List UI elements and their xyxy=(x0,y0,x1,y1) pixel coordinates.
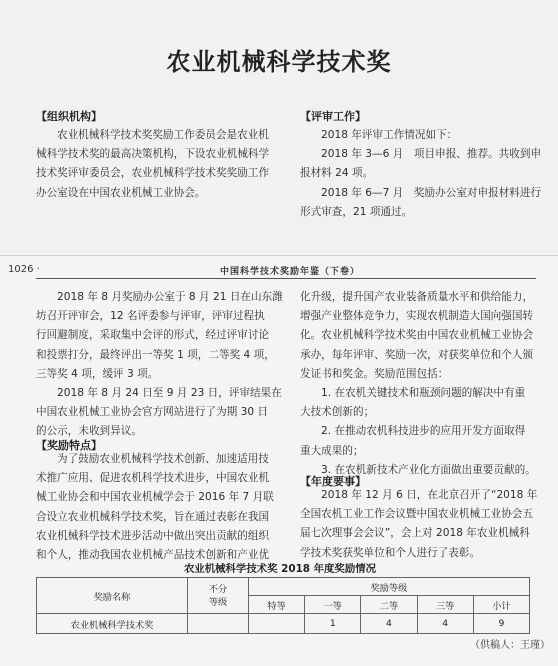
review-cont-line: 行回避制度，采取集中会评的形式，经过评审讨论 xyxy=(36,329,270,342)
review-cont-line: 的公示，未收到异议。 xyxy=(36,425,142,438)
sub-header: 小计 xyxy=(473,596,529,614)
row-special xyxy=(249,614,305,634)
review-heading: 【评审工作】 xyxy=(300,110,366,123)
col-no-grade-line: 不分 xyxy=(208,583,228,595)
row-second: 4 xyxy=(361,614,417,634)
features-line: 和个人，推动我国农业机械产品技术创新和产业优 xyxy=(36,549,270,562)
scope-item-2: 2. 在推动农机科技进步的应用开发方面取得 xyxy=(321,425,526,438)
sub-header: 一等 xyxy=(305,596,361,614)
org-line: 农业机械科学技术奖奖励工作委员会是农业机 xyxy=(57,129,269,141)
events-line: 2018 年 12 月 6 日，在北京召开了“2018 年 xyxy=(321,489,538,501)
features-body xyxy=(36,450,286,565)
sub-header: 二等 xyxy=(361,596,417,614)
col-award-name: 奖励名称 xyxy=(37,578,188,614)
sub-header: 特等 xyxy=(249,596,305,614)
row-no-grade xyxy=(188,614,249,634)
events-line: 届七次理事会会议”，会上对 2018 年农业机械科 xyxy=(300,527,530,540)
sub-header: 三等 xyxy=(417,596,473,614)
review-body xyxy=(300,126,550,222)
scope-item-3: 3. 在农机新技术产业化方面做出重要贡献的。 xyxy=(321,463,536,476)
events-line: 全国农机工业工作会议暨中国农业机械工业协会五 xyxy=(300,508,534,521)
review-cont-line: 坊召开评审会，12 名评委参与评审，评审过程执 xyxy=(36,310,265,323)
review-item1-line: 报材料 24 项。 xyxy=(300,167,374,180)
organization-heading: 【组织机构】 xyxy=(36,110,102,123)
scope-item-2: 重大成果的； xyxy=(300,444,364,457)
org-line: 械科学技术奖的最高决策机构，下设农业机械科学 xyxy=(36,148,270,161)
table-row xyxy=(37,614,530,634)
review-intro: 2018 年评审工作情况如下： xyxy=(321,129,458,141)
review-continued xyxy=(36,288,286,442)
review-cont-line: 三等奖 4 项，缓评 3 项。 xyxy=(36,367,159,380)
header-rule xyxy=(36,278,536,279)
review-cont-line: 2018 年 8 月 24 日至 9 月 23 日，评审结果在 xyxy=(57,387,282,400)
page-number: 1026 · xyxy=(8,264,40,275)
col-no-grade xyxy=(188,578,249,614)
row-award-name: 农业机械科学技术奖 xyxy=(37,614,188,634)
review-item1-line: 2018 年 3—6 月 项目申报、推荐。共收到申 xyxy=(321,148,542,161)
award-table xyxy=(36,577,530,634)
right-line: 增强产业整体竞争力，实现农机制造大国向强国转 xyxy=(300,310,534,323)
org-line: 办公室设在中国农业机械工业协会。 xyxy=(36,186,206,199)
review-item2-line: 2018 年 6—7 月 奖励办公室对申报材料进行 xyxy=(321,186,542,199)
review-cont-line: 和投票打分，最终评出一等奖 1 项，二等奖 4 项， xyxy=(36,348,275,361)
scope-item-1: 大技术创新的； xyxy=(300,406,375,419)
features-heading: 【奖励特点】 xyxy=(36,439,102,452)
review-item2-line: 形式审查，21 项通过。 xyxy=(300,205,413,218)
col-no-grade-line: 等级 xyxy=(208,596,228,608)
page-title: 农业机械科学技术奖 xyxy=(166,48,392,76)
right-line: 化升级，提升国产农业装备质量水平和供给能力， xyxy=(300,291,534,303)
row-third: 4 xyxy=(417,614,473,634)
credit-line: （供稿人：王瑾） xyxy=(470,640,550,651)
review-cont-line: 2018 年 8 月奖励办公室于 8 月 21 日在山东潍 xyxy=(57,291,283,303)
running-head: 中国科学技术奖励年鉴（下卷） xyxy=(219,267,360,277)
review-cont-line: 中国农业机械工业协会官方网站进行了为期 30 日 xyxy=(36,406,269,419)
organization-body xyxy=(36,126,286,203)
features-line: 合设立农业机械科学技术奖，旨在通过表彰在我国 xyxy=(36,510,270,523)
events-heading: 【年度要事】 xyxy=(300,475,366,488)
right-line: 化。农业机械科学技术奖由中国农业机械工业协会 xyxy=(300,329,534,342)
features-line: 为了鼓励农业机械科学技术创新、加速适用技 xyxy=(57,453,269,465)
org-line: 技术奖评审委员会，农业机械科学技术奖奖励工作 xyxy=(36,167,270,180)
features-line: 农业机械科学技术进步活动中做出突出贡献的组织 xyxy=(36,529,270,542)
features-line: 械工业协会和中国农业机械学会于 2016 年 7 月联 xyxy=(36,491,274,504)
page-divider xyxy=(0,255,558,256)
right-line: 承办，每年评审、奖励一次，对获奖单位和个人颁 xyxy=(300,348,534,361)
features-continued xyxy=(300,288,550,480)
features-line: 术推广应用、促进农机科学技术进步，中国农业机 xyxy=(36,472,270,485)
scope-item-1: 1. 在农机关键技术和瓶颈问题的解决中有重 xyxy=(321,387,526,400)
row-subtotal: 9 xyxy=(473,614,529,634)
table-title: 农业机械科学技术奖 2018 年度奖励情况 xyxy=(183,563,376,575)
right-line: 发证书和奖金。奖励范围包括： xyxy=(300,367,449,380)
col-award-grade: 奖励等级 xyxy=(249,578,530,596)
events-body xyxy=(300,486,550,563)
row-first: 1 xyxy=(305,614,361,634)
events-line: 学技术奖获奖单位和个人进行了表彰。 xyxy=(300,546,481,559)
